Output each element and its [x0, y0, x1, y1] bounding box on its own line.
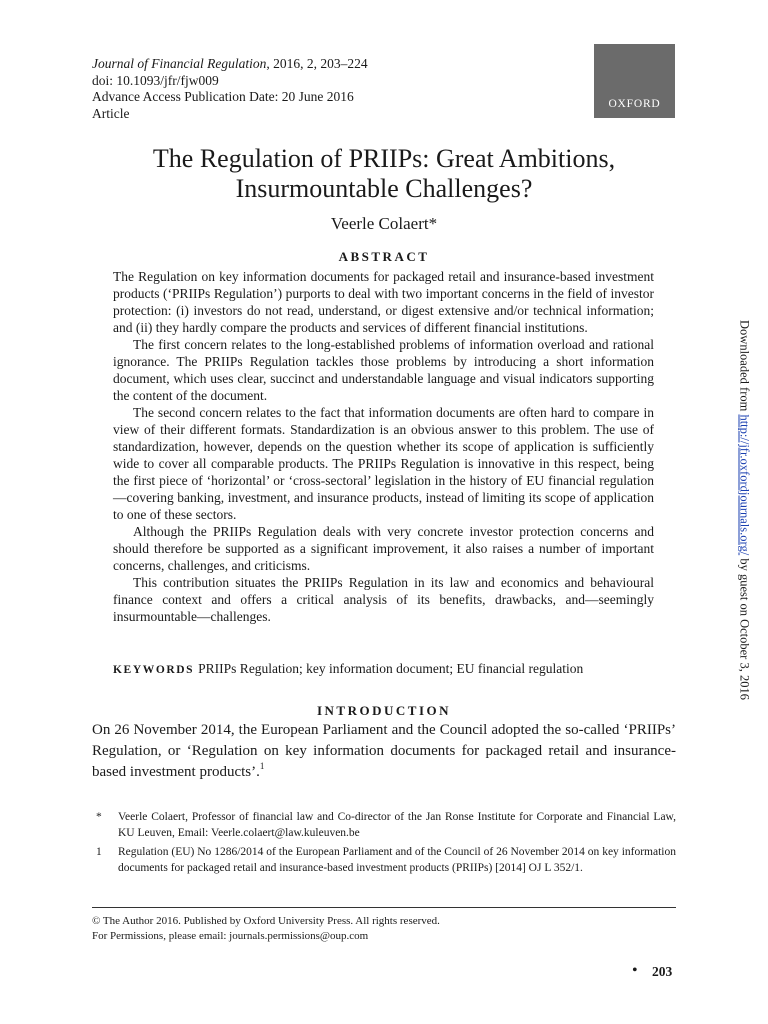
footnote-ref[interactable]: 1 — [259, 761, 265, 771]
page-number: 203 — [652, 964, 673, 979]
footnote — [92, 845, 676, 876]
abstract-heading: ABSTRACT — [338, 249, 430, 264]
abstract-paragraph: This contribution situates the PRIIPs Regulation in its law and economics and behavioural finance context and offers a critical analysis of its benefits, drawbacks, and—seemingly insurmountable—challenges. — [113, 575, 654, 624]
article-type: Article — [92, 105, 130, 121]
abstract-paragraph: The first concern relates to the long-established problems of information overload and rational ignorance. The PRIIPs Regulation tackles those problems by introducing a short information document, which uses clear, succinct and understandable language and visual indicators supporting the content of the document. — [113, 337, 654, 403]
journal-name: Journal of Financial Regulation — [92, 56, 267, 71]
volume-info: , 2016, 2, 203–224 — [266, 56, 368, 71]
abstract-body — [113, 268, 654, 625]
footer-divider — [92, 907, 676, 908]
footnote-mark: 1 — [96, 846, 102, 858]
abstract-paragraph: The Regulation on key information documents for packaged retail and insurance-based investment products (‘PRIIPs Regulation’) purports to deal with two important concerns in the field of investor protection: (i) investors do not read, understand, or digest extensive and/or technical information; and (ii) they hardly compare the products and services of different financial institutions. — [113, 269, 654, 335]
introduction-paragraph — [92, 720, 676, 783]
oxford-logo — [594, 44, 675, 118]
footnote-mark: * — [96, 811, 102, 823]
abstract-paragraph: Although the PRIIPs Regulation deals with very concrete investor protection concerns and should therefore be supported as a significant improvement, it also raises a number of important concerns, challenges, and criticisms. — [113, 524, 654, 573]
introduction-text: On 26 November 2014, the European Parliament and the Council adopted the so-called ‘PRIIPs’ Regulation, or ‘Regulation on key information documents for packaged retail and insurance-based investment products’. — [92, 722, 676, 780]
download-notice — [737, 320, 752, 700]
download-suffix: by guest on October 3, 2016 — [737, 555, 752, 700]
footnote-text: Regulation (EU) No 1286/2014 of the European Parliament and of the Council of 26 November 2014 on key information documents for packaged retail and insurance-based investment products (PRIIPs) [2014] OJ L 352/1. — [118, 846, 676, 874]
doi[interactable]: doi: 10.1093/jfr/fjw009 — [92, 72, 219, 88]
permissions-line: For Permissions, please email: journals.permissions@oup.com — [92, 930, 369, 942]
introduction-heading: INTRODUCTION — [316, 703, 451, 718]
author-name: Veerle Colaert* — [330, 214, 438, 233]
download-prefix: Downloaded from — [737, 320, 752, 415]
footnotes — [92, 810, 676, 880]
bullet-icon: • — [632, 962, 638, 979]
abstract-paragraph: The second concern relates to the fact that information documents are often hard to compare in view of their different formats. Standardization is an obvious answer to this problem. The use of standardization, however, depends on the question whether its scope of application is sufficiently wide to cover all comparable products. The PRIIPs Regulation is innovative in this respect, being the first piece of ‘horizontal’ or ‘cross-sectoral’ legislation in the history of EU financial regulation—covering banking, investment, and insurance products, instead of limiting its scope of application to one of these sectors. — [113, 405, 654, 522]
access-date: Advance Access Publication Date: 20 June 2016 — [92, 89, 354, 104]
journal-citation — [92, 56, 368, 73]
keywords — [113, 661, 654, 677]
keywords-label: KEYWORDS — [113, 664, 195, 676]
journal-header — [92, 56, 368, 122]
journal-link[interactable]: http://jfr.oxfordjournals.org/ — [737, 414, 752, 556]
keywords-text: PRIIPs Regulation; key information document; EU financial regulation — [198, 661, 584, 676]
footnote — [92, 810, 676, 841]
footnote-text: Veerle Colaert, Professor of financial law and Co-director of the Jan Ronse Institute for Corporate and Financial Law, KU Leuven, Email: Veerle.colaert@law.kuleuven.be — [118, 811, 676, 839]
copyright — [92, 914, 440, 944]
article-title: The Regulation of PRIIPs: Great Ambitions, Insurmountable Challenges? — [152, 144, 616, 203]
logo-text: OXFORD — [608, 98, 661, 110]
copyright-line: © The Author 2016. Published by Oxford University Press. All rights reserved. — [92, 915, 440, 927]
